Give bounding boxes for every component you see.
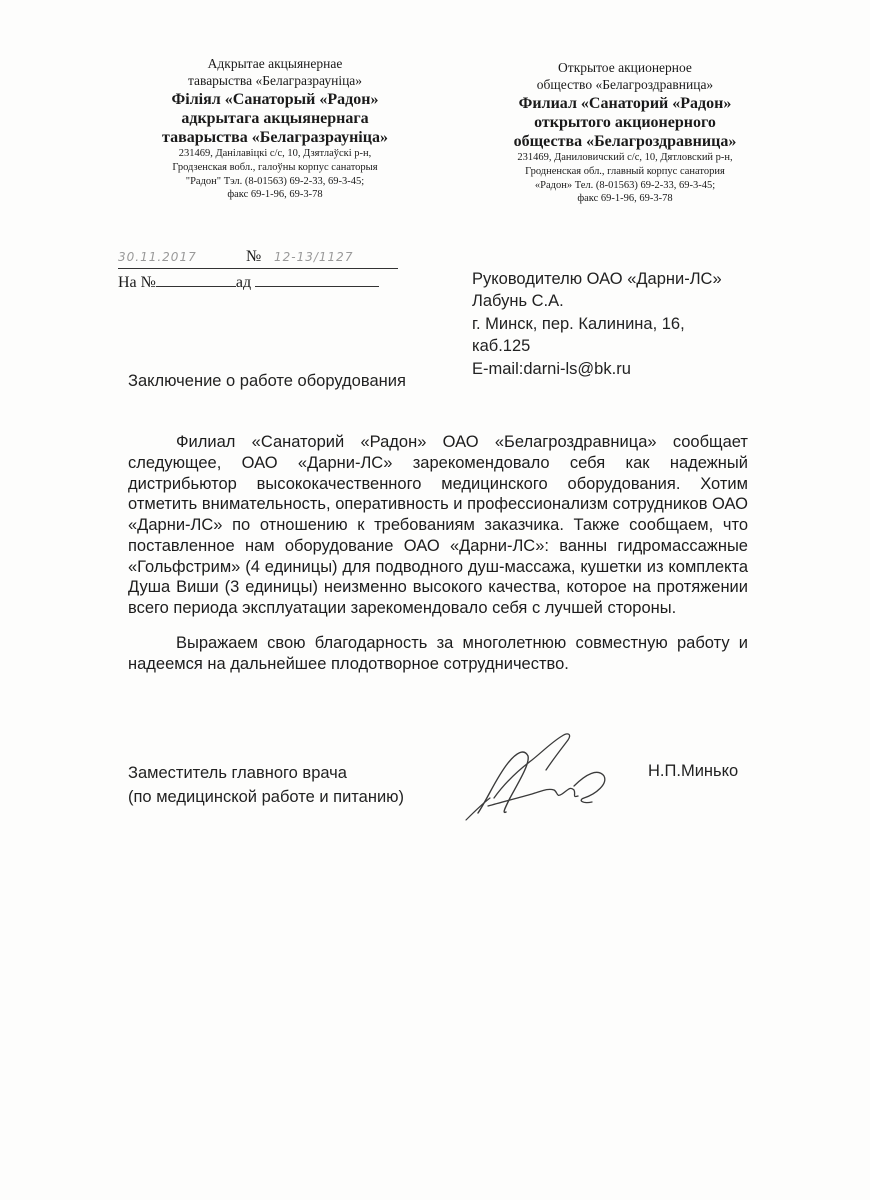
signatory-position xyxy=(128,762,404,810)
address-ru-2: Гродненская обл., главный корпус санатория xyxy=(525,165,725,177)
position-line-1: Заместитель главного врача xyxy=(128,764,347,782)
reference-number-blank xyxy=(156,272,236,287)
reference-line xyxy=(118,272,400,292)
address-be-1: 231469, Данілавіцкі с/с, 10, Дзятлаўскі р-н, xyxy=(178,148,372,160)
registration-number-label: № xyxy=(246,248,262,265)
branch-title-ru: Филиал «Санаторий «Радон» xyxy=(518,94,732,112)
branch-subtitle-be: адкрытага акцыянернага xyxy=(181,109,369,127)
addressee-street: г. Минск, пер. Калинина, 16, xyxy=(472,314,685,333)
handwritten-signature xyxy=(458,728,618,828)
addressee-office: каб.125 xyxy=(472,337,531,356)
reference-date-blank xyxy=(255,272,379,287)
body-paragraph-2: Выражаем свою благодарность за многолетнюю совместную работу и надеемся на дальнейшее плодотворное сотрудничество. xyxy=(128,634,748,673)
registration-date: 30.11.2017 xyxy=(118,250,197,264)
letter-body xyxy=(128,432,748,675)
branch-org-ru: общества «Белагроздравница» xyxy=(513,133,737,151)
letter-subject: Заключение о работе оборудования xyxy=(128,372,406,390)
position-line-2: (по медицинской работе и питанию) xyxy=(128,787,405,806)
fax-be: факс 69-1-96, 69-3-78 xyxy=(227,189,323,201)
addressee-name: Лабунь С.А. xyxy=(472,292,564,311)
branch-title-be: Філіял «Санаторый «Радон» xyxy=(171,90,379,108)
org-name-ru: общество «Белагроздравница» xyxy=(536,76,714,92)
reference-ad-label: ад xyxy=(235,274,252,291)
branch-subtitle-ru: открытого акционерного xyxy=(534,113,716,131)
phone-be: "Радон" Тэл. (8-01563) 69-2-33, 69-3-45; xyxy=(185,175,365,187)
phone-ru: «Радон» Тел. (8-01563) 69-2-33, 69-3-45; xyxy=(534,179,716,191)
branch-org-be: таварыства «Белагразрауніца» xyxy=(162,129,388,147)
body-paragraph-1: Филиал «Санаторий «Радон» ОАО «Белагроздравница» сообщает следующее, ОАО «Дарни-ЛС» зарекомендовало себя как надежный дистрибьютор высококачественного медицинского оборудования. Хотим отметить внимательность, оперативность и профессионализм сотрудников ОАО «Дарни-ЛС» по отношению к требованиям заказчика. Также сообщаем, что поставленное нам оборудование ОАО «Дарни-ЛС»: ванны гидромассажные «Гольфстрим» (4 единицы) для подводного душ-массажа, кушетки из комплекта Душа Виши (3 единицы) неизменно высокого качества, которое на протяжении всего периода эксплуатации зарекомендовало себя с лучшей стороны. xyxy=(128,433,748,618)
registration-number: 12-13/1127 xyxy=(274,250,354,264)
registration-line xyxy=(118,248,398,269)
letterhead-russian xyxy=(460,60,790,206)
address-be-2: Гродзенская вобл., галоўны корпус санаторыя xyxy=(172,161,378,173)
addressee-email: E-mail:darni-ls@bk.ru xyxy=(472,359,631,378)
signer-name: Н.П.Минько xyxy=(648,762,739,780)
addressee-block xyxy=(472,268,772,380)
fax-ru: факс 69-1-96, 69-3-78 xyxy=(577,193,673,205)
org-type-ru: Открытое акционерное xyxy=(558,60,692,75)
org-type-be: Адкрытае акцыянернае xyxy=(207,56,343,71)
letterhead-belarusian xyxy=(110,56,440,202)
reference-na-label: На № xyxy=(118,274,156,291)
address-ru-1: 231469, Даниловичский с/с, 10, Дятловский р-н, xyxy=(517,152,733,164)
addressee-title: Руководителю ОАО «Дарни-ЛС» xyxy=(472,270,722,288)
org-name-be: таварыства «Белагразрауніца» xyxy=(187,72,363,88)
